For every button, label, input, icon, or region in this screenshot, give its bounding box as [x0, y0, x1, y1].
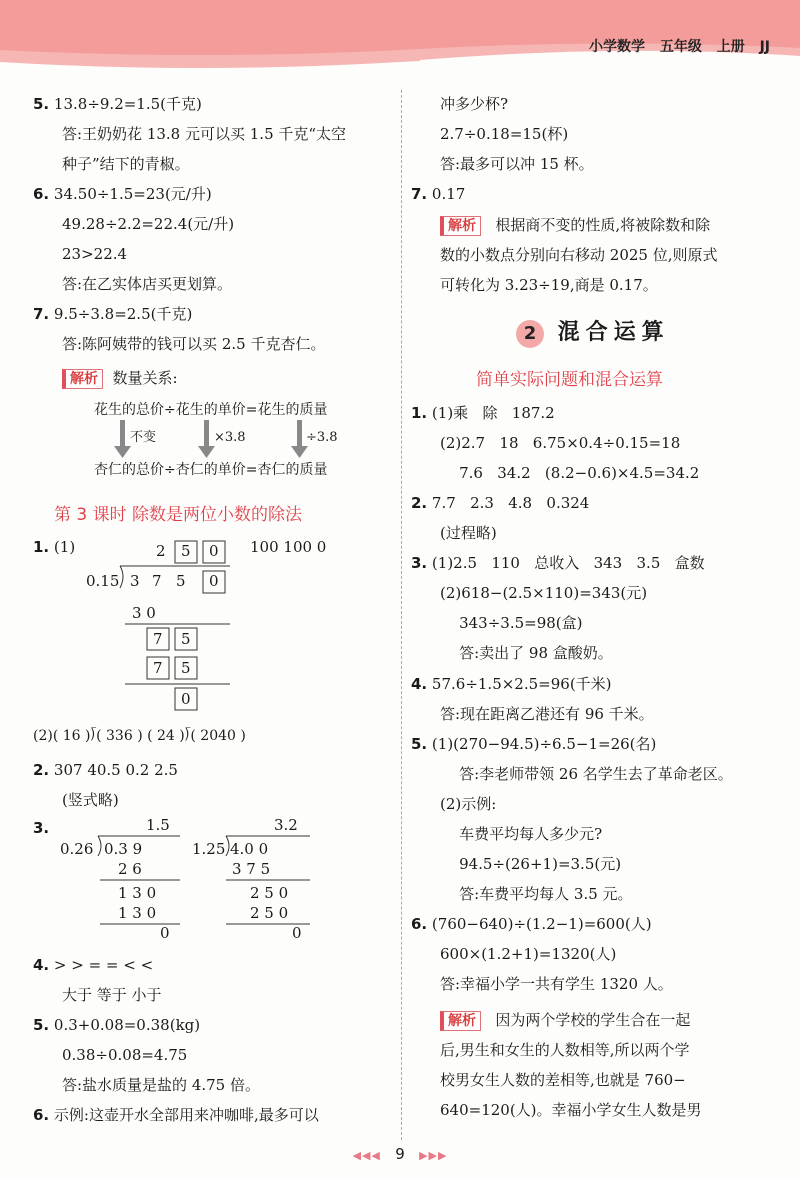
long-division-q3 — [60, 812, 350, 942]
answer-line: 答:车费平均每人 3.5 元。 — [440, 885, 633, 903]
jiexi-line: 可转化为 3.23÷19,商是 0.17。 — [440, 276, 658, 294]
answer-line: 答:盐水质量是盐的 4.75 倍。 — [62, 1076, 260, 1094]
answer-line: 答:最多可以冲 15 杯。 — [440, 155, 594, 173]
answer-line: 答:王奶奶花 13.8 元可以买 1.5 千克“太空 — [62, 125, 347, 143]
answer-line: 5. 13.8÷9.2=1.5(千克) — [33, 95, 202, 113]
svg-text:4.0 0: 4.0 0 — [230, 840, 269, 858]
svg-text:1 3 0: 1 3 0 — [118, 904, 157, 922]
svg-text:0.26: 0.26 — [60, 840, 94, 858]
answer-line: 4. > > = = < < — [33, 956, 154, 974]
divisor: 0.15 — [86, 572, 120, 590]
section-title: 2 混合运算 — [516, 318, 670, 348]
header-text: 小学数学 五年级 上册 JJ — [588, 39, 770, 55]
answer-line: 答:幸福小学一共有学生 1320 人。 — [440, 975, 673, 993]
svg-text:7: 7 — [153, 630, 163, 648]
jiexi-tag: 解析 — [440, 1011, 481, 1031]
header-banner — [0, 0, 800, 70]
q-digit-1: 5 — [181, 542, 191, 560]
answer-line: (竖式略) — [62, 791, 119, 809]
svg-text:3 7 5: 3 7 5 — [232, 860, 271, 878]
answer-line: 6. (760−640)÷(1.2−1)=600(人) — [411, 915, 652, 933]
answer-line: 3. (1)2.5 110 总收入 343 3.5 盒数 — [411, 554, 705, 572]
answer-line: 2.7÷0.18=15(杯) — [440, 125, 569, 143]
long-division-q1 — [80, 538, 260, 718]
d-digit-0: 3 — [130, 572, 140, 590]
svg-text:5: 5 — [181, 659, 191, 677]
q1-label: 1. (1) — [33, 538, 76, 556]
q1-part2: (2)( 16 )⟌( 336 ) ( 24 )⟌( 2040 ) — [33, 728, 246, 744]
page-number: 9 — [395, 1145, 405, 1163]
jiexi-row: 解析 根据商不变的性质,将被除数和除 — [440, 215, 710, 236]
answer-line: 答:现在距离乙港还有 96 千米。 — [440, 705, 654, 723]
relation-label-1: 不变 — [130, 430, 157, 445]
right-arrows-icon: ▶▶▶ — [419, 1149, 448, 1162]
q-digit-0: 2 — [156, 542, 166, 560]
answer-line: 0.38÷0.08=4.75 — [62, 1046, 188, 1064]
subtitle: 简单实际问题和混合运算 — [476, 370, 663, 390]
svg-text:2 5 0: 2 5 0 — [250, 904, 289, 922]
q3-label: 3. — [33, 819, 50, 837]
answer-line: 答:陈阿姨带的钱可以买 2.5 千克杏仁。 — [62, 335, 326, 353]
answer-line: 答:在乙实体店买更划算。 — [62, 275, 233, 293]
q-digit-2: 0 — [209, 542, 219, 560]
column-divider — [401, 90, 402, 1140]
answer-line: 4. 57.6÷1.5×2.5=96(千米) — [411, 675, 612, 693]
svg-text:0: 0 — [181, 690, 191, 708]
answer-line: 答:卖出了 98 盒酸奶。 — [440, 644, 613, 662]
step-1: 3 0 — [132, 604, 156, 622]
answer-line: 600×(1.2+1)=1320(人) — [440, 945, 617, 963]
answer-line: 5. 0.3+0.08=0.38(kg) — [33, 1016, 201, 1034]
jiexi-row: 解析 数量关系: — [62, 368, 178, 389]
d-digit-3: 0 — [209, 572, 219, 590]
q1-extra: 100 100 0 — [250, 538, 327, 556]
svg-text:0: 0 — [292, 924, 302, 942]
answer-line: 6. 34.50÷1.5=23(元/升) — [33, 185, 212, 203]
svg-text:0.3 9: 0.3 9 — [104, 840, 143, 858]
section-number-badge: 2 — [516, 320, 544, 348]
answer-line: 94.5÷(26+1)=3.5(元) — [440, 855, 622, 873]
page-header — [0, 0, 800, 70]
page-footer — [0, 1145, 800, 1163]
svg-text:2 5 0: 2 5 0 — [250, 884, 289, 902]
answer-line: 49.28÷2.2=22.4(元/升) — [62, 215, 235, 233]
jiexi-line: 校男女生人数的差相等,也就是 760− — [440, 1071, 686, 1089]
svg-text:1.5: 1.5 — [146, 816, 170, 834]
answer-line: 车费平均每人多少元? — [440, 825, 603, 843]
lesson-title: 第 3 课时 除数是两位小数的除法 — [54, 505, 303, 525]
answer-line: (2)618−(2.5×110)=343(元) — [440, 584, 648, 602]
d-digit-2: 5 — [176, 572, 186, 590]
answer-line: (2)2.7 18 6.75×0.4÷0.15=18 — [440, 434, 681, 452]
answer-line: 大于 等于 小于 — [62, 986, 162, 1004]
relation-bottom: 杏仁的总价÷杏仁的单价=杏仁的质量 — [94, 462, 328, 478]
jiexi-line: 后,男生和女生的人数相等,所以两个学 — [440, 1041, 690, 1059]
left-arrows-icon: ◀◀◀ — [352, 1149, 381, 1162]
answer-line: 7. 9.5÷3.8=2.5(千克) — [33, 305, 193, 323]
svg-text:7: 7 — [153, 659, 163, 677]
answer-line: 23>22.4 — [62, 245, 128, 263]
svg-text:3.2: 3.2 — [274, 816, 298, 834]
answer-line: 343÷3.5=98(盒) — [440, 614, 583, 632]
svg-text:1.25: 1.25 — [192, 840, 226, 858]
answer-line: (过程略) — [440, 524, 497, 542]
answer-line: 7.6 34.2 (8.2−0.6)×4.5=34.2 — [440, 464, 700, 482]
answer-line: 5. (1)(270−94.5)÷6.5−1=26(名) — [411, 735, 657, 753]
svg-text:5: 5 — [181, 630, 191, 648]
answer-line: 6. 示例:这壶开水全部用来冲咖啡,最多可以 — [33, 1106, 319, 1124]
answer-line: 种子”结下的青椒。 — [62, 155, 190, 173]
answer-line: 7. 0.17 — [411, 185, 466, 203]
jiexi-tag: 解析 — [62, 369, 103, 389]
answer-line: 2. 7.7 2.3 4.8 0.324 — [411, 494, 590, 512]
d-digit-1: 7 — [152, 572, 162, 590]
answer-line: 2. 307 40.5 0.2 2.5 — [33, 761, 178, 779]
svg-text:1 3 0: 1 3 0 — [118, 884, 157, 902]
jiexi-row: 解析 因为两个学校的学生合在一起 — [440, 1010, 690, 1031]
relation-label-2: ×3.8 — [214, 430, 246, 445]
answer-line: 1. (1)乘 除 187.2 — [411, 404, 555, 422]
answer-line: 答:李老师带领 26 名学生去了革命老区。 — [440, 765, 733, 783]
relation-top: 花生的总价÷花生的单价=花生的质量 — [94, 402, 328, 418]
svg-text:0: 0 — [160, 924, 170, 942]
jiexi-line: 640=120(人)。幸福小学女生人数是男 — [440, 1101, 702, 1119]
jiexi-line: 数的小数点分别向右移动 2025 位,则原式 — [440, 246, 718, 264]
jiexi-tag: 解析 — [440, 216, 481, 236]
answer-line: (2)示例: — [440, 795, 497, 813]
answer-line: 冲多少杯? — [440, 95, 509, 113]
svg-text:2 6: 2 6 — [118, 860, 142, 878]
relation-label-3: ÷3.8 — [306, 430, 338, 445]
